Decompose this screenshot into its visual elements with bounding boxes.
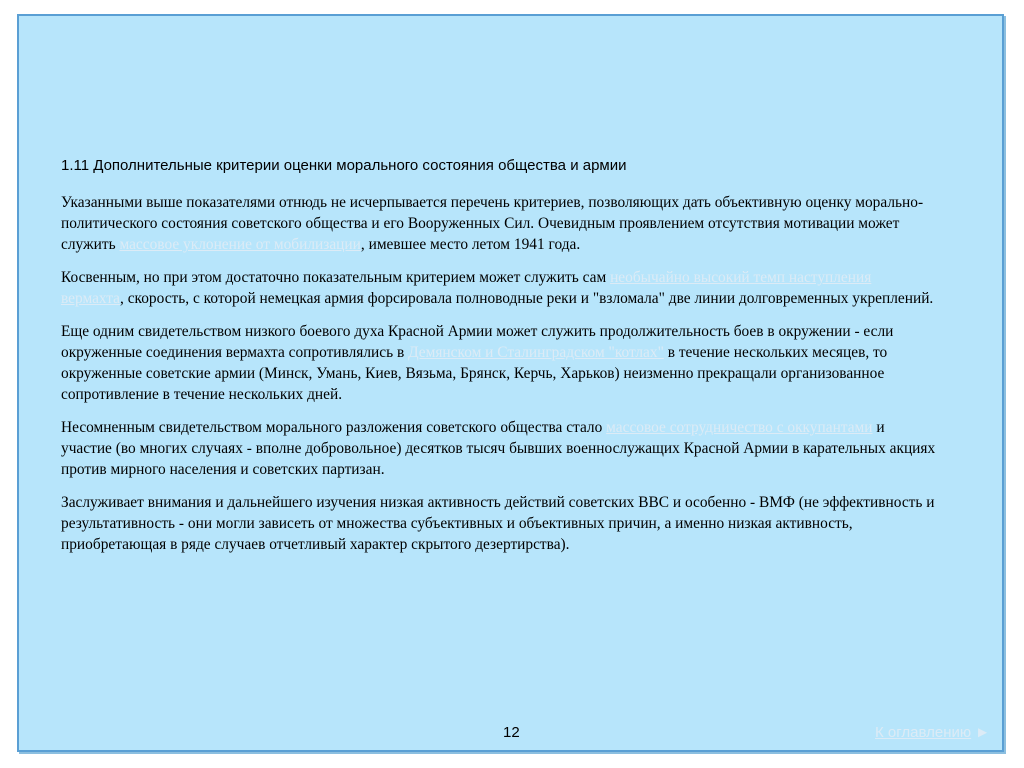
link-wehrmacht-advance[interactable]: необычайно высокий темп наступления вермахта: [61, 269, 872, 307]
paragraph-3: [61, 321, 936, 405]
paragraph-text: Заслуживает внимания и дальнейшего изучения низкая активность действий советских ВВС и особенно - ВМФ (не эффективность и результативность - они могли зависеть от множества субъективных и объективных причин, а именно низкая активность, приобретающая в ряде случаев отчетливый характер скрытого дезертирства).: [61, 494, 935, 553]
toc-label: К оглавлению: [875, 724, 972, 741]
paragraph-text: Косвенным, но при этом достаточно показательным критерием может служить сам: [61, 269, 611, 286]
page-number: 12: [503, 724, 520, 741]
slide: [17, 14, 1004, 752]
link-mobilization-evasion[interactable]: массовое уклонение от мобилизации: [119, 236, 361, 253]
paragraph-text: Еще одним свидетельством низкого боевого духа Красной Армии может служить продолжительность боев в окружении - если окруженные соединения вермахта сопротивлялись в: [61, 323, 894, 361]
arrow-right-icon: ►: [975, 724, 990, 741]
paragraph-text: Несомненным свидетельством морального разложения советского общества стало: [61, 419, 607, 436]
paragraph-1: [61, 192, 936, 255]
section-title: 1.11 Дополнительные критерии оценки морального состояния общества и армии: [61, 157, 627, 174]
paragraph-text: Указанными выше показателями отнюдь не исчерпывается перечень критериев, позволяющих дать объективную оценку морально-политического состояния советского общества и его Вооруженных Сил. Очевидным проявлением отсутствия мотивации может служить: [61, 194, 924, 253]
paragraph-text: , имевшее место летом 1941 года.: [360, 236, 581, 253]
link-collaboration[interactable]: массовое сотрудничество с оккупантами: [606, 419, 873, 436]
body-text: [61, 192, 936, 567]
paragraph-4: [61, 417, 936, 480]
paragraph-text: и участие (во многих случаях - вполне добровольное) десятков тысяч бывших военнослужащих Красной Армии в карательных акциях против мирного населения и советских партизан.: [61, 419, 936, 478]
paragraph-5: [61, 492, 936, 555]
paragraph-text: , скорость, с которой немецкая армия форсировала полноводные реки и "взломала" две линии долговременных укреплений.: [120, 290, 934, 307]
paragraph-2: [61, 267, 936, 309]
link-demyansk-stalingrad[interactable]: Демянском и Сталинградском "котлах": [408, 344, 664, 361]
table-of-contents-link[interactable]: [875, 724, 990, 741]
paragraph-text: в течение нескольких месяцев, то окруженные советские армии (Минск, Умань, Киев, Вязьма, Брянск, Керчь, Харьков) неизменно прекращали организованное сопротивление в течение нескольких дней.: [61, 344, 888, 403]
